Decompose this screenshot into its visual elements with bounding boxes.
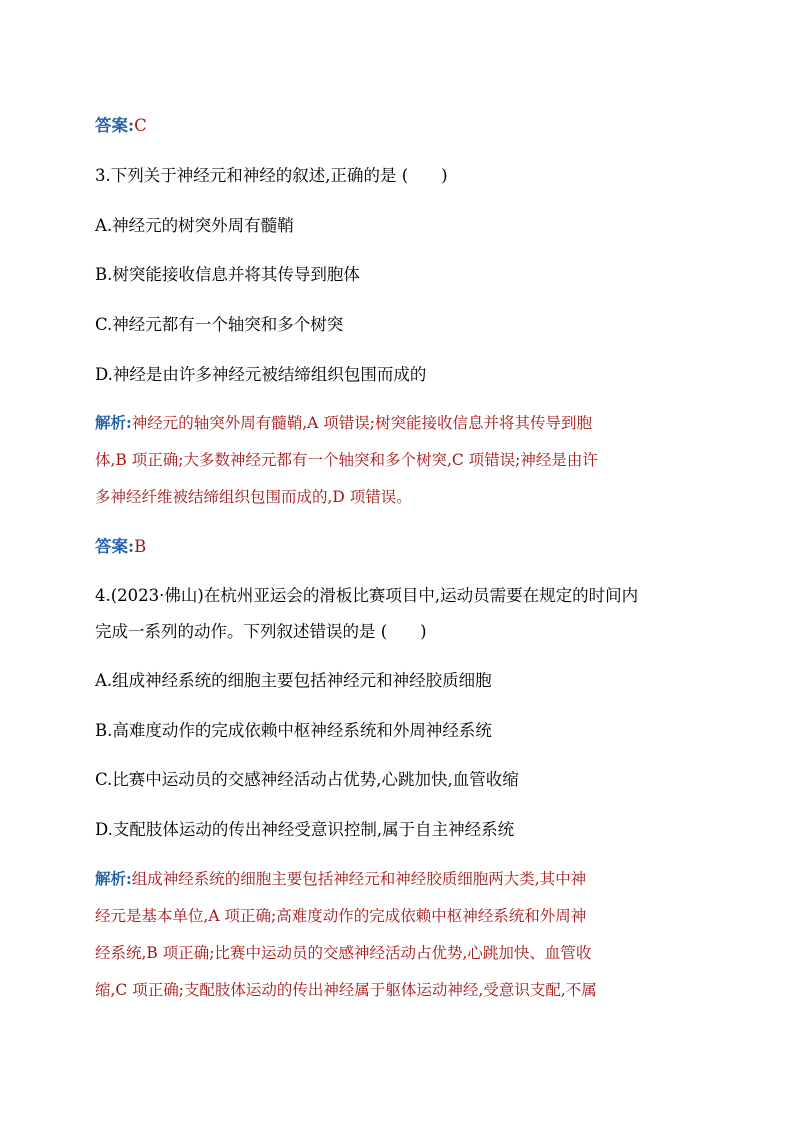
answer-value: C xyxy=(134,116,147,135)
analysis-line: 多神经纤维被结缔组织包围而成的,D 项错误。 xyxy=(95,488,412,506)
question-4-stem-line-2: 完成一系列的动作。下列叙述错误的是 ( ) xyxy=(95,622,427,641)
answer-line xyxy=(95,114,147,138)
analysis-label: 解析: xyxy=(95,413,132,432)
question-3-analysis xyxy=(95,404,700,516)
analysis-line: 经元是基本单位,A 项正确;高难度动作的完成依赖中枢神经系统和外周神 xyxy=(95,907,587,925)
analysis-line: 组成神经系统的细胞主要包括神经元和神经胶质细胞两大类,其中神 xyxy=(131,870,587,888)
analysis-line: 缩,C 项正确;支配肢体运动的传出神经属于躯体运动神经,受意识支配,不属 xyxy=(95,981,597,999)
question-3-option-b: B.树突能接收信息并将其传导到胞体 xyxy=(95,265,360,284)
question-3-option-d: D.神经是由许多神经元被结缔组织包围而成的 xyxy=(95,365,427,384)
answer-label: 答案: xyxy=(95,537,135,556)
analysis-label: 解析: xyxy=(95,869,132,888)
answer-value: B xyxy=(134,537,147,556)
analysis-line: 经系统,B 项正确;比赛中运动员的交感神经活动占优势,心跳加快、血管收 xyxy=(95,944,592,962)
analysis-line: 体,B 项正确;大多数神经元都有一个轴突和多个树突,C 项错误;神经是由许 xyxy=(95,451,598,469)
question-4-option-d: D.支配肢体运动的传出神经受意识控制,属于自主神经系统 xyxy=(95,820,515,839)
question-4-option-a: A.组成神经系统的细胞主要包括神经元和神经胶质细胞 xyxy=(95,671,492,690)
question-4-option-c: C.比赛中运动员的交感神经活动占优势,心跳加快,血管收缩 xyxy=(95,770,519,789)
question-3-option-c: C.神经元都有一个轴突和多个树突 xyxy=(95,315,344,334)
question-4-option-b: B.高难度动作的完成依赖中枢神经系统和外周神经系统 xyxy=(95,721,492,740)
answer-line xyxy=(95,535,146,559)
question-4-analysis xyxy=(95,860,700,1009)
analysis-line: 神经元的轴突外周有髓鞘,A 项错误;树突能接收信息并将其传导到胞 xyxy=(131,414,593,432)
question-3-option-a: A.神经元的树突外周有髓鞘 xyxy=(95,216,294,235)
question-4-stem-line-1: 4.(2023·佛山)在杭州亚运会的滑板比赛项目中,运动员需要在规定的时间内 xyxy=(95,586,639,605)
answer-label: 答案: xyxy=(95,116,135,135)
question-3-stem: 3.下列关于神经元和神经的叙述,正确的是 ( ) xyxy=(95,166,448,185)
